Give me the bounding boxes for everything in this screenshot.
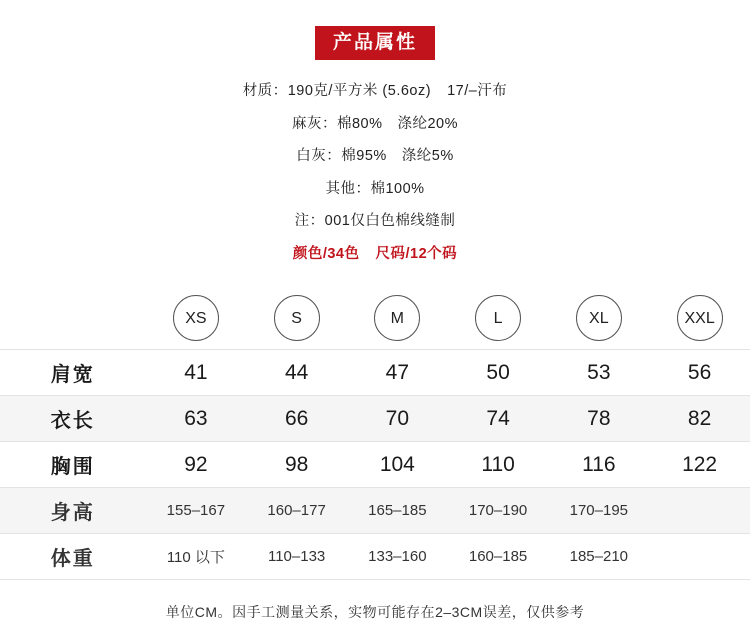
cell-value: 82	[649, 396, 750, 442]
cell-value: 155–167	[146, 488, 247, 534]
size-count: 尺码/12个码	[375, 245, 458, 262]
table-row	[0, 350, 750, 396]
spec-value: 棉95% 涤纶5%	[341, 148, 454, 164]
cell-value: 41	[146, 350, 247, 396]
size-badge-xl: XL	[576, 295, 622, 341]
row-label-weight: 体重	[0, 534, 146, 580]
row-label-length: 衣长	[0, 396, 146, 442]
size-badge-s: S	[274, 295, 320, 341]
spec-value: 001仅白色棉线缝制	[324, 213, 456, 229]
size-header-cell	[246, 287, 347, 350]
cell-value: 170–195	[548, 488, 649, 534]
page-title: 产品属性	[315, 26, 435, 60]
row-label-chest: 胸围	[0, 442, 146, 488]
spec-label: 其他：	[325, 180, 371, 197]
cell-value: 66	[246, 396, 347, 442]
cell-value: 47	[347, 350, 448, 396]
size-header-cell	[146, 287, 247, 350]
cell-value: 160–177	[246, 488, 347, 534]
spec-value: 190克/平方米 (5.6oz)	[287, 83, 432, 99]
cell-value: 110 以下	[146, 534, 247, 580]
cell-value: 133–160	[347, 534, 448, 580]
cell-value: 56	[649, 350, 750, 396]
cell-value: 122	[649, 442, 750, 488]
spec-value: 棉100%	[370, 180, 425, 197]
spec-list	[0, 84, 750, 261]
spec-label: 麻灰：	[291, 115, 337, 132]
cell-value: 160–185	[448, 534, 549, 580]
size-badge-xxl: XXL	[677, 295, 723, 341]
size-header-row	[0, 287, 750, 350]
table-row	[0, 442, 750, 488]
spec-label: 材质：	[242, 83, 288, 99]
spec-line-white-grey	[0, 149, 750, 164]
spec-line-heather-grey	[0, 117, 750, 132]
size-badge-m: M	[374, 295, 420, 341]
cell-value: 63	[146, 396, 247, 442]
title-section	[0, 0, 750, 60]
cell-value: 110–133	[246, 534, 347, 580]
table-corner-cell	[0, 287, 146, 350]
spec-line-color-size	[0, 247, 750, 262]
row-label-height: 身高	[0, 488, 146, 534]
cell-value: 116	[548, 442, 649, 488]
cell-value	[649, 488, 750, 534]
color-count: 颜色/34色	[292, 245, 360, 262]
cell-value: 74	[448, 396, 549, 442]
cell-value: 165–185	[347, 488, 448, 534]
table-row	[0, 396, 750, 442]
spec-line-note	[0, 214, 750, 229]
size-chart-table	[0, 287, 750, 579]
spec-line-other	[0, 182, 750, 197]
cell-value: 53	[548, 350, 649, 396]
cell-value: 98	[246, 442, 347, 488]
size-header-cell	[649, 287, 750, 350]
spec-value: 棉80% 涤纶20%	[336, 115, 459, 132]
cell-value: 185–210	[548, 534, 649, 580]
cell-value: 44	[246, 350, 347, 396]
cell-value: 50	[448, 350, 549, 396]
table-row	[0, 534, 750, 580]
cell-value: 78	[548, 396, 649, 442]
cell-value: 92	[146, 442, 247, 488]
cell-value: 110	[448, 442, 549, 488]
row-label-shoulder: 肩宽	[0, 350, 146, 396]
spec-line-material	[0, 84, 750, 99]
measurement-disclaimer: 单位CM。因手工测量关系，实物可能存在2–3CM误差，仅供参考	[0, 579, 750, 622]
table-row	[0, 488, 750, 534]
cell-value: 70	[347, 396, 448, 442]
size-header-cell	[548, 287, 649, 350]
spec-extra: 17/–汗布	[447, 83, 508, 99]
cell-value	[649, 534, 750, 580]
size-badge-l: L	[475, 295, 521, 341]
spec-label: 注：	[294, 213, 325, 229]
size-badge-xs: XS	[173, 295, 219, 341]
size-header-cell	[448, 287, 549, 350]
cell-value: 170–190	[448, 488, 549, 534]
spec-label: 白灰：	[296, 148, 342, 164]
size-header-cell	[347, 287, 448, 350]
cell-value: 104	[347, 442, 448, 488]
